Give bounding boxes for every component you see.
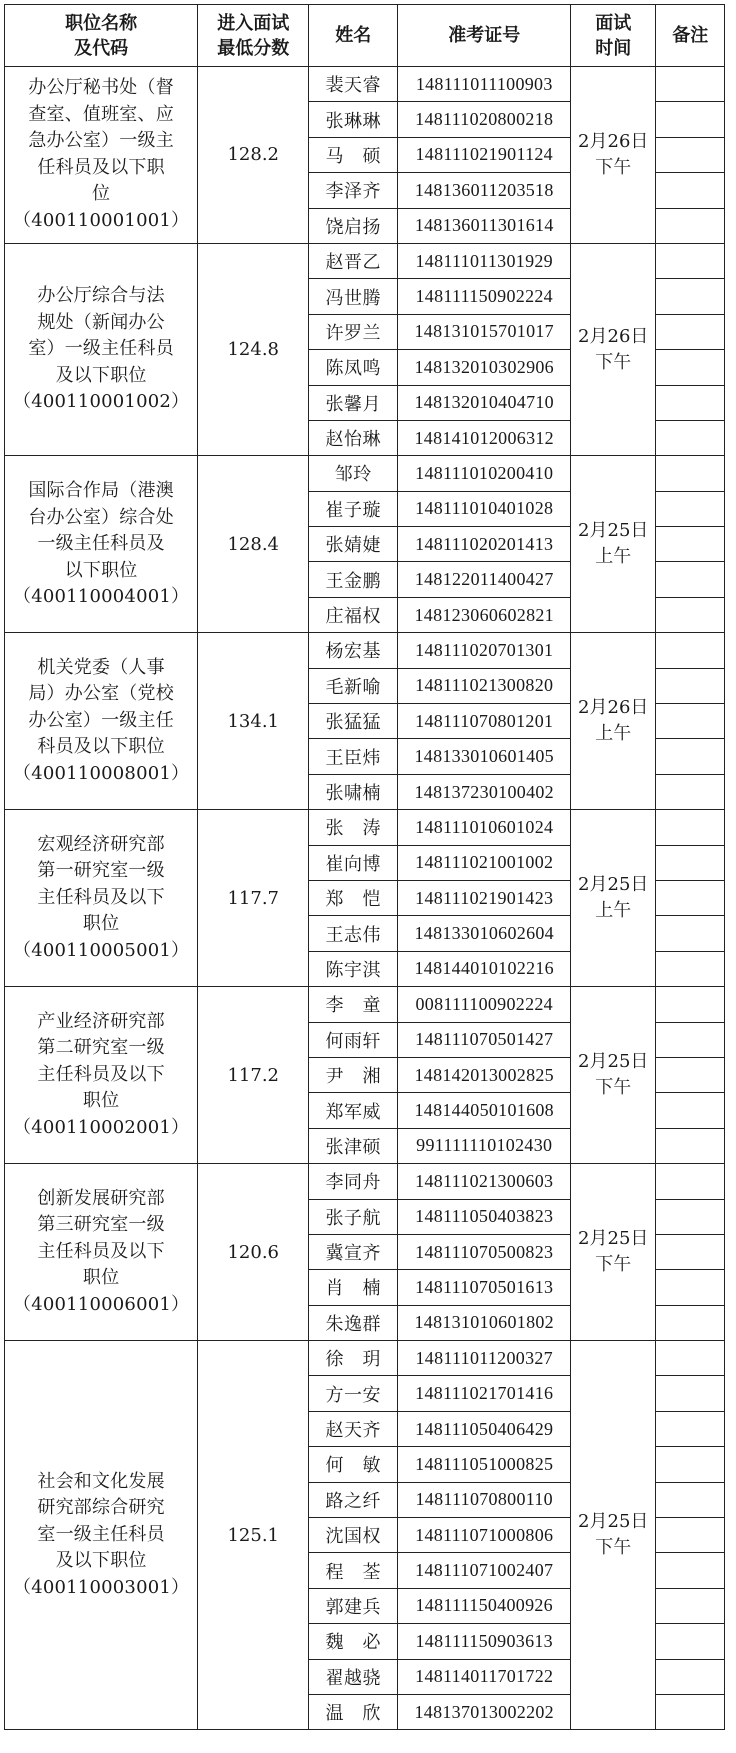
- ticket-number: 148111021901423: [398, 880, 571, 915]
- position-line: 第二研究室一级: [37, 1037, 165, 1059]
- candidate-name: 朱逸群: [309, 1305, 398, 1340]
- remarks-cell: [656, 739, 725, 774]
- ticket-number: 148111150400926: [398, 1588, 571, 1623]
- position-line: 第三研究室一级: [37, 1214, 165, 1236]
- candidate-name: 张啸楠: [309, 774, 398, 809]
- candidate-name: 赵怡琳: [309, 420, 398, 455]
- candidate-name: 饶启扬: [309, 208, 398, 243]
- ticket-number: 148132010404710: [398, 385, 571, 420]
- candidate-name: 赵晋乙: [309, 243, 398, 278]
- position-line: 办公室）一级主任: [28, 709, 174, 731]
- remarks-cell: [656, 456, 725, 491]
- interview-date: 2月26日: [578, 325, 649, 347]
- remarks-cell: [656, 527, 725, 562]
- interview-list-table: [4, 4, 725, 1730]
- ticket-number: 148111020701301: [398, 633, 571, 668]
- interview-time-cell: [571, 1341, 656, 1730]
- candidate-name: 张馨月: [309, 385, 398, 420]
- min-score-cell: 134.1: [198, 633, 309, 810]
- ticket-number: 148111021001002: [398, 845, 571, 880]
- candidate-name: 张 涛: [309, 810, 398, 845]
- candidate-name: 杨宏基: [309, 633, 398, 668]
- ticket-number: 148111050403823: [398, 1199, 571, 1234]
- table-row: [5, 987, 725, 1022]
- table-row: [5, 1164, 725, 1199]
- ticket-number: 148131010601802: [398, 1305, 571, 1340]
- table-row: [5, 633, 725, 668]
- candidate-name: 张琳琳: [309, 102, 398, 137]
- ticket-number: 148144010102216: [398, 951, 571, 986]
- position-cell: [5, 810, 198, 987]
- position-cell: [5, 633, 198, 810]
- interview-session: 下午: [595, 1254, 632, 1276]
- ticket-number: 008111100902224: [398, 987, 571, 1022]
- interview-date: 2月25日: [578, 1228, 649, 1250]
- ticket-number: 148142013002825: [398, 1057, 571, 1092]
- remarks-cell: [656, 987, 725, 1022]
- ticket-number: 148111011301929: [398, 243, 571, 278]
- position-line: 任科员及以下职: [37, 156, 165, 178]
- ticket-number: 148111021300603: [398, 1164, 571, 1199]
- ticket-number: 148123060602821: [398, 597, 571, 632]
- candidate-name: 冯世腾: [309, 279, 398, 314]
- remarks-cell: [656, 208, 725, 243]
- interview-date: 2月25日: [578, 1051, 649, 1073]
- ticket-number: 148111050406429: [398, 1411, 571, 1446]
- position-line: 台办公室）综合处: [28, 506, 174, 528]
- position-cell: [5, 1341, 198, 1730]
- remarks-cell: [656, 173, 725, 208]
- header-position: [5, 5, 198, 67]
- interview-session: 上午: [595, 723, 632, 745]
- remarks-cell: [656, 916, 725, 951]
- remarks-cell: [656, 1659, 725, 1694]
- table-row: [5, 67, 725, 102]
- remarks-cell: [656, 1341, 725, 1376]
- candidate-name: 李 童: [309, 987, 398, 1022]
- table-row: [5, 243, 725, 278]
- candidate-name: 张猛猛: [309, 704, 398, 739]
- remarks-cell: [656, 1128, 725, 1163]
- remarks-cell: [656, 1093, 725, 1128]
- interview-time-cell: [571, 243, 656, 455]
- candidate-name: 冀宣齐: [309, 1234, 398, 1269]
- ticket-number: 148133010601405: [398, 739, 571, 774]
- interview-date: 2月26日: [578, 697, 649, 719]
- position-cell: [5, 456, 198, 633]
- candidate-name: 崔子璇: [309, 491, 398, 526]
- ticket-number: 148111070500823: [398, 1234, 571, 1269]
- position-line: 机关党委（人事: [37, 656, 165, 678]
- candidate-name: 温 欣: [309, 1694, 398, 1729]
- candidate-name: 程 荃: [309, 1553, 398, 1588]
- position-line: 宏观经济研究部: [37, 833, 165, 855]
- ticket-number: 148136011301614: [398, 208, 571, 243]
- min-score-cell: 117.2: [198, 987, 309, 1164]
- position-line: （400110001002）: [13, 391, 190, 413]
- position-cell: [5, 1164, 198, 1341]
- remarks-cell: [656, 774, 725, 809]
- ticket-number: 148132010302906: [398, 350, 571, 385]
- position-line: 及以下职位: [55, 364, 147, 386]
- interview-session: 下午: [595, 1537, 632, 1559]
- interview-date: 2月26日: [578, 130, 649, 152]
- remarks-cell: [656, 420, 725, 455]
- remarks-cell: [656, 1057, 725, 1092]
- position-line: 研究部综合研究: [37, 1497, 165, 1519]
- interview-time-cell: [571, 810, 656, 987]
- ticket-number: 148111070501427: [398, 1022, 571, 1057]
- ticket-number: 148111020201413: [398, 527, 571, 562]
- candidate-name: 崔向博: [309, 845, 398, 880]
- remarks-cell: [656, 1624, 725, 1659]
- interview-time-cell: [571, 67, 656, 244]
- header-min-score-line: 进入面试: [217, 12, 290, 34]
- min-score-cell: 117.7: [198, 810, 309, 987]
- header-row: [5, 5, 725, 67]
- ticket-number: 148111010401028: [398, 491, 571, 526]
- ticket-number: 148111051000825: [398, 1447, 571, 1482]
- candidate-name: 邹玲: [309, 456, 398, 491]
- ticket-number: 148111071000806: [398, 1518, 571, 1553]
- position-line: 主任科员及以下: [37, 886, 165, 908]
- interview-session: 下午: [595, 156, 632, 178]
- candidate-name: 沈国权: [309, 1518, 398, 1553]
- remarks-cell: [656, 1022, 725, 1057]
- position-line: 一级主任科员及: [37, 533, 165, 555]
- position-line: 社会和文化发展: [37, 1470, 165, 1492]
- position-line: 产业经济研究部: [37, 1010, 165, 1032]
- ticket-number: 148137013002202: [398, 1694, 571, 1729]
- candidate-name: 方一安: [309, 1376, 398, 1411]
- min-score-cell: 124.8: [198, 243, 309, 455]
- remarks-cell: [656, 1305, 725, 1340]
- header-name: 姓名: [309, 5, 398, 67]
- ticket-number: 148131015701017: [398, 314, 571, 349]
- position-cell: [5, 243, 198, 455]
- ticket-number: 148136011203518: [398, 173, 571, 208]
- position-line: （400110006001）: [13, 1293, 190, 1315]
- remarks-cell: [656, 1694, 725, 1729]
- remarks-cell: [656, 491, 725, 526]
- header-remarks: 备注: [656, 5, 725, 67]
- table-row: [5, 456, 725, 491]
- position-line: 国际合作局（港澳: [28, 480, 174, 502]
- position-line: 以下职位: [64, 559, 138, 581]
- remarks-cell: [656, 1376, 725, 1411]
- table-row: [5, 810, 725, 845]
- header-time: [571, 5, 656, 67]
- position-line: 主任科员及以下: [37, 1240, 165, 1262]
- remarks-cell: [656, 1588, 725, 1623]
- candidate-name: 李同舟: [309, 1164, 398, 1199]
- remarks-cell: [656, 1234, 725, 1269]
- header-min-score: [198, 5, 309, 67]
- position-line: 位: [92, 183, 111, 205]
- position-line: （400110004001）: [13, 586, 190, 608]
- position-line: （400110005001）: [13, 939, 190, 961]
- ticket-number: 148111150902224: [398, 279, 571, 314]
- table-row: [5, 1341, 725, 1376]
- header-ticket: 准考证号: [398, 5, 571, 67]
- remarks-cell: [656, 562, 725, 597]
- ticket-number: 148122011400427: [398, 562, 571, 597]
- table-body: [5, 67, 725, 1730]
- min-score-cell: 125.1: [198, 1341, 309, 1730]
- remarks-cell: [656, 1164, 725, 1199]
- candidate-name: 肖 楠: [309, 1270, 398, 1305]
- ticket-number: 148111150903613: [398, 1624, 571, 1659]
- remarks-cell: [656, 1553, 725, 1588]
- candidate-name: 王金鹏: [309, 562, 398, 597]
- position-line: 急办公室）一级主: [28, 130, 174, 152]
- remarks-cell: [656, 597, 725, 632]
- ticket-number: 148111010601024: [398, 810, 571, 845]
- position-line: （400110003001）: [13, 1576, 190, 1598]
- position-line: 及以下职位: [55, 1550, 147, 1572]
- candidate-name: 陈凤鸣: [309, 350, 398, 385]
- position-line: 科员及以下职位: [37, 736, 165, 758]
- remarks-cell: [656, 385, 725, 420]
- remarks-cell: [656, 668, 725, 703]
- candidate-name: 毛新喻: [309, 668, 398, 703]
- ticket-number: 148111070800110: [398, 1482, 571, 1517]
- min-score-cell: 128.2: [198, 67, 309, 244]
- position-line: 局）办公室（党校: [28, 683, 174, 705]
- header-position-line: 及代码: [74, 37, 129, 59]
- remarks-cell: [656, 880, 725, 915]
- ticket-number: 148144050101608: [398, 1093, 571, 1128]
- remarks-cell: [656, 1482, 725, 1517]
- header-position-line: 职位名称: [65, 12, 138, 34]
- candidate-name: 张子航: [309, 1199, 398, 1234]
- header-min-score-line: 最低分数: [217, 37, 290, 59]
- candidate-name: 马 硕: [309, 137, 398, 172]
- remarks-cell: [656, 314, 725, 349]
- ticket-number: 148137230100402: [398, 774, 571, 809]
- ticket-number: 148111071002407: [398, 1553, 571, 1588]
- min-score-cell: 128.4: [198, 456, 309, 633]
- candidate-name: 王臣炜: [309, 739, 398, 774]
- candidate-name: 尹 湘: [309, 1057, 398, 1092]
- candidate-name: 郑军威: [309, 1093, 398, 1128]
- remarks-cell: [656, 279, 725, 314]
- interview-session: 下午: [595, 1077, 632, 1099]
- position-line: 查室、值班室、应: [28, 103, 174, 125]
- ticket-number: 148111010200410: [398, 456, 571, 491]
- candidate-name: 李泽齐: [309, 173, 398, 208]
- ticket-number: 148141012006312: [398, 420, 571, 455]
- candidate-name: 裴天睿: [309, 67, 398, 102]
- remarks-cell: [656, 1270, 725, 1305]
- header-time-line: 时间: [595, 37, 632, 59]
- position-line: 职位: [82, 1267, 120, 1289]
- remarks-cell: [656, 1199, 725, 1234]
- ticket-number: 991111110102430: [398, 1128, 571, 1163]
- candidate-name: 魏 必: [309, 1624, 398, 1659]
- position-line: 职位: [82, 913, 120, 935]
- position-line: 职位: [82, 1090, 120, 1112]
- ticket-number: 148111070801201: [398, 704, 571, 739]
- position-line: 主任科员及以下: [37, 1063, 165, 1085]
- ticket-number: 148111021300820: [398, 668, 571, 703]
- header-time-line: 面试: [595, 12, 632, 34]
- candidate-name: 张津硕: [309, 1128, 398, 1163]
- candidate-name: 何雨轩: [309, 1022, 398, 1057]
- min-score-cell: 120.6: [198, 1164, 309, 1341]
- position-cell: [5, 67, 198, 244]
- remarks-cell: [656, 845, 725, 880]
- ticket-number: 148114011701722: [398, 1659, 571, 1694]
- interview-time-cell: [571, 987, 656, 1164]
- interview-session: 上午: [595, 546, 632, 568]
- position-line: 第一研究室一级: [37, 860, 165, 882]
- position-line: 办公厅综合与法: [37, 285, 165, 307]
- interview-time-cell: [571, 456, 656, 633]
- interview-date: 2月25日: [578, 874, 649, 896]
- position-line: 创新发展研究部: [37, 1187, 165, 1209]
- remarks-cell: [656, 102, 725, 137]
- ticket-number: 148111020800218: [398, 102, 571, 137]
- candidate-name: 徐 玥: [309, 1341, 398, 1376]
- candidate-name: 庄福权: [309, 597, 398, 632]
- position-line: （400110001001）: [13, 209, 190, 231]
- candidate-name: 赵天齐: [309, 1411, 398, 1446]
- candidate-name: 何 敏: [309, 1447, 398, 1482]
- ticket-number: 148111070501613: [398, 1270, 571, 1305]
- remarks-cell: [656, 951, 725, 986]
- candidate-name: 郭建兵: [309, 1588, 398, 1623]
- ticket-number: 148111021901124: [398, 137, 571, 172]
- candidate-name: 王志伟: [309, 916, 398, 951]
- remarks-cell: [656, 1411, 725, 1446]
- candidate-name: 陈宇淇: [309, 951, 398, 986]
- candidate-name: 许罗兰: [309, 314, 398, 349]
- ticket-number: 148111011200327: [398, 1341, 571, 1376]
- position-line: 规处（新闻办公: [37, 311, 165, 333]
- position-line: （400110002001）: [13, 1116, 190, 1138]
- interview-date: 2月25日: [578, 1511, 649, 1533]
- remarks-cell: [656, 810, 725, 845]
- position-cell: [5, 987, 198, 1164]
- candidate-name: 路之纤: [309, 1482, 398, 1517]
- remarks-cell: [656, 67, 725, 102]
- candidate-name: 张婧婕: [309, 527, 398, 562]
- table-header: [5, 5, 725, 67]
- interview-date: 2月25日: [578, 520, 649, 542]
- ticket-number: 148111011100903: [398, 67, 571, 102]
- remarks-cell: [656, 350, 725, 385]
- ticket-number: 148111021701416: [398, 1376, 571, 1411]
- remarks-cell: [656, 137, 725, 172]
- candidate-name: 翟越骁: [309, 1659, 398, 1694]
- position-line: 办公厅秘书处（督: [28, 77, 174, 99]
- interview-time-cell: [571, 633, 656, 810]
- candidate-name: 郑 恺: [309, 880, 398, 915]
- position-line: 室一级主任科员: [37, 1523, 165, 1545]
- interview-time-cell: [571, 1164, 656, 1341]
- remarks-cell: [656, 1447, 725, 1482]
- remarks-cell: [656, 243, 725, 278]
- position-line: （400110008001）: [13, 762, 190, 784]
- interview-session: 下午: [595, 351, 632, 373]
- position-line: 室）一级主任科员: [28, 338, 174, 360]
- remarks-cell: [656, 633, 725, 668]
- remarks-cell: [656, 704, 725, 739]
- interview-session: 上午: [595, 900, 632, 922]
- ticket-number: 148133010602604: [398, 916, 571, 951]
- remarks-cell: [656, 1518, 725, 1553]
